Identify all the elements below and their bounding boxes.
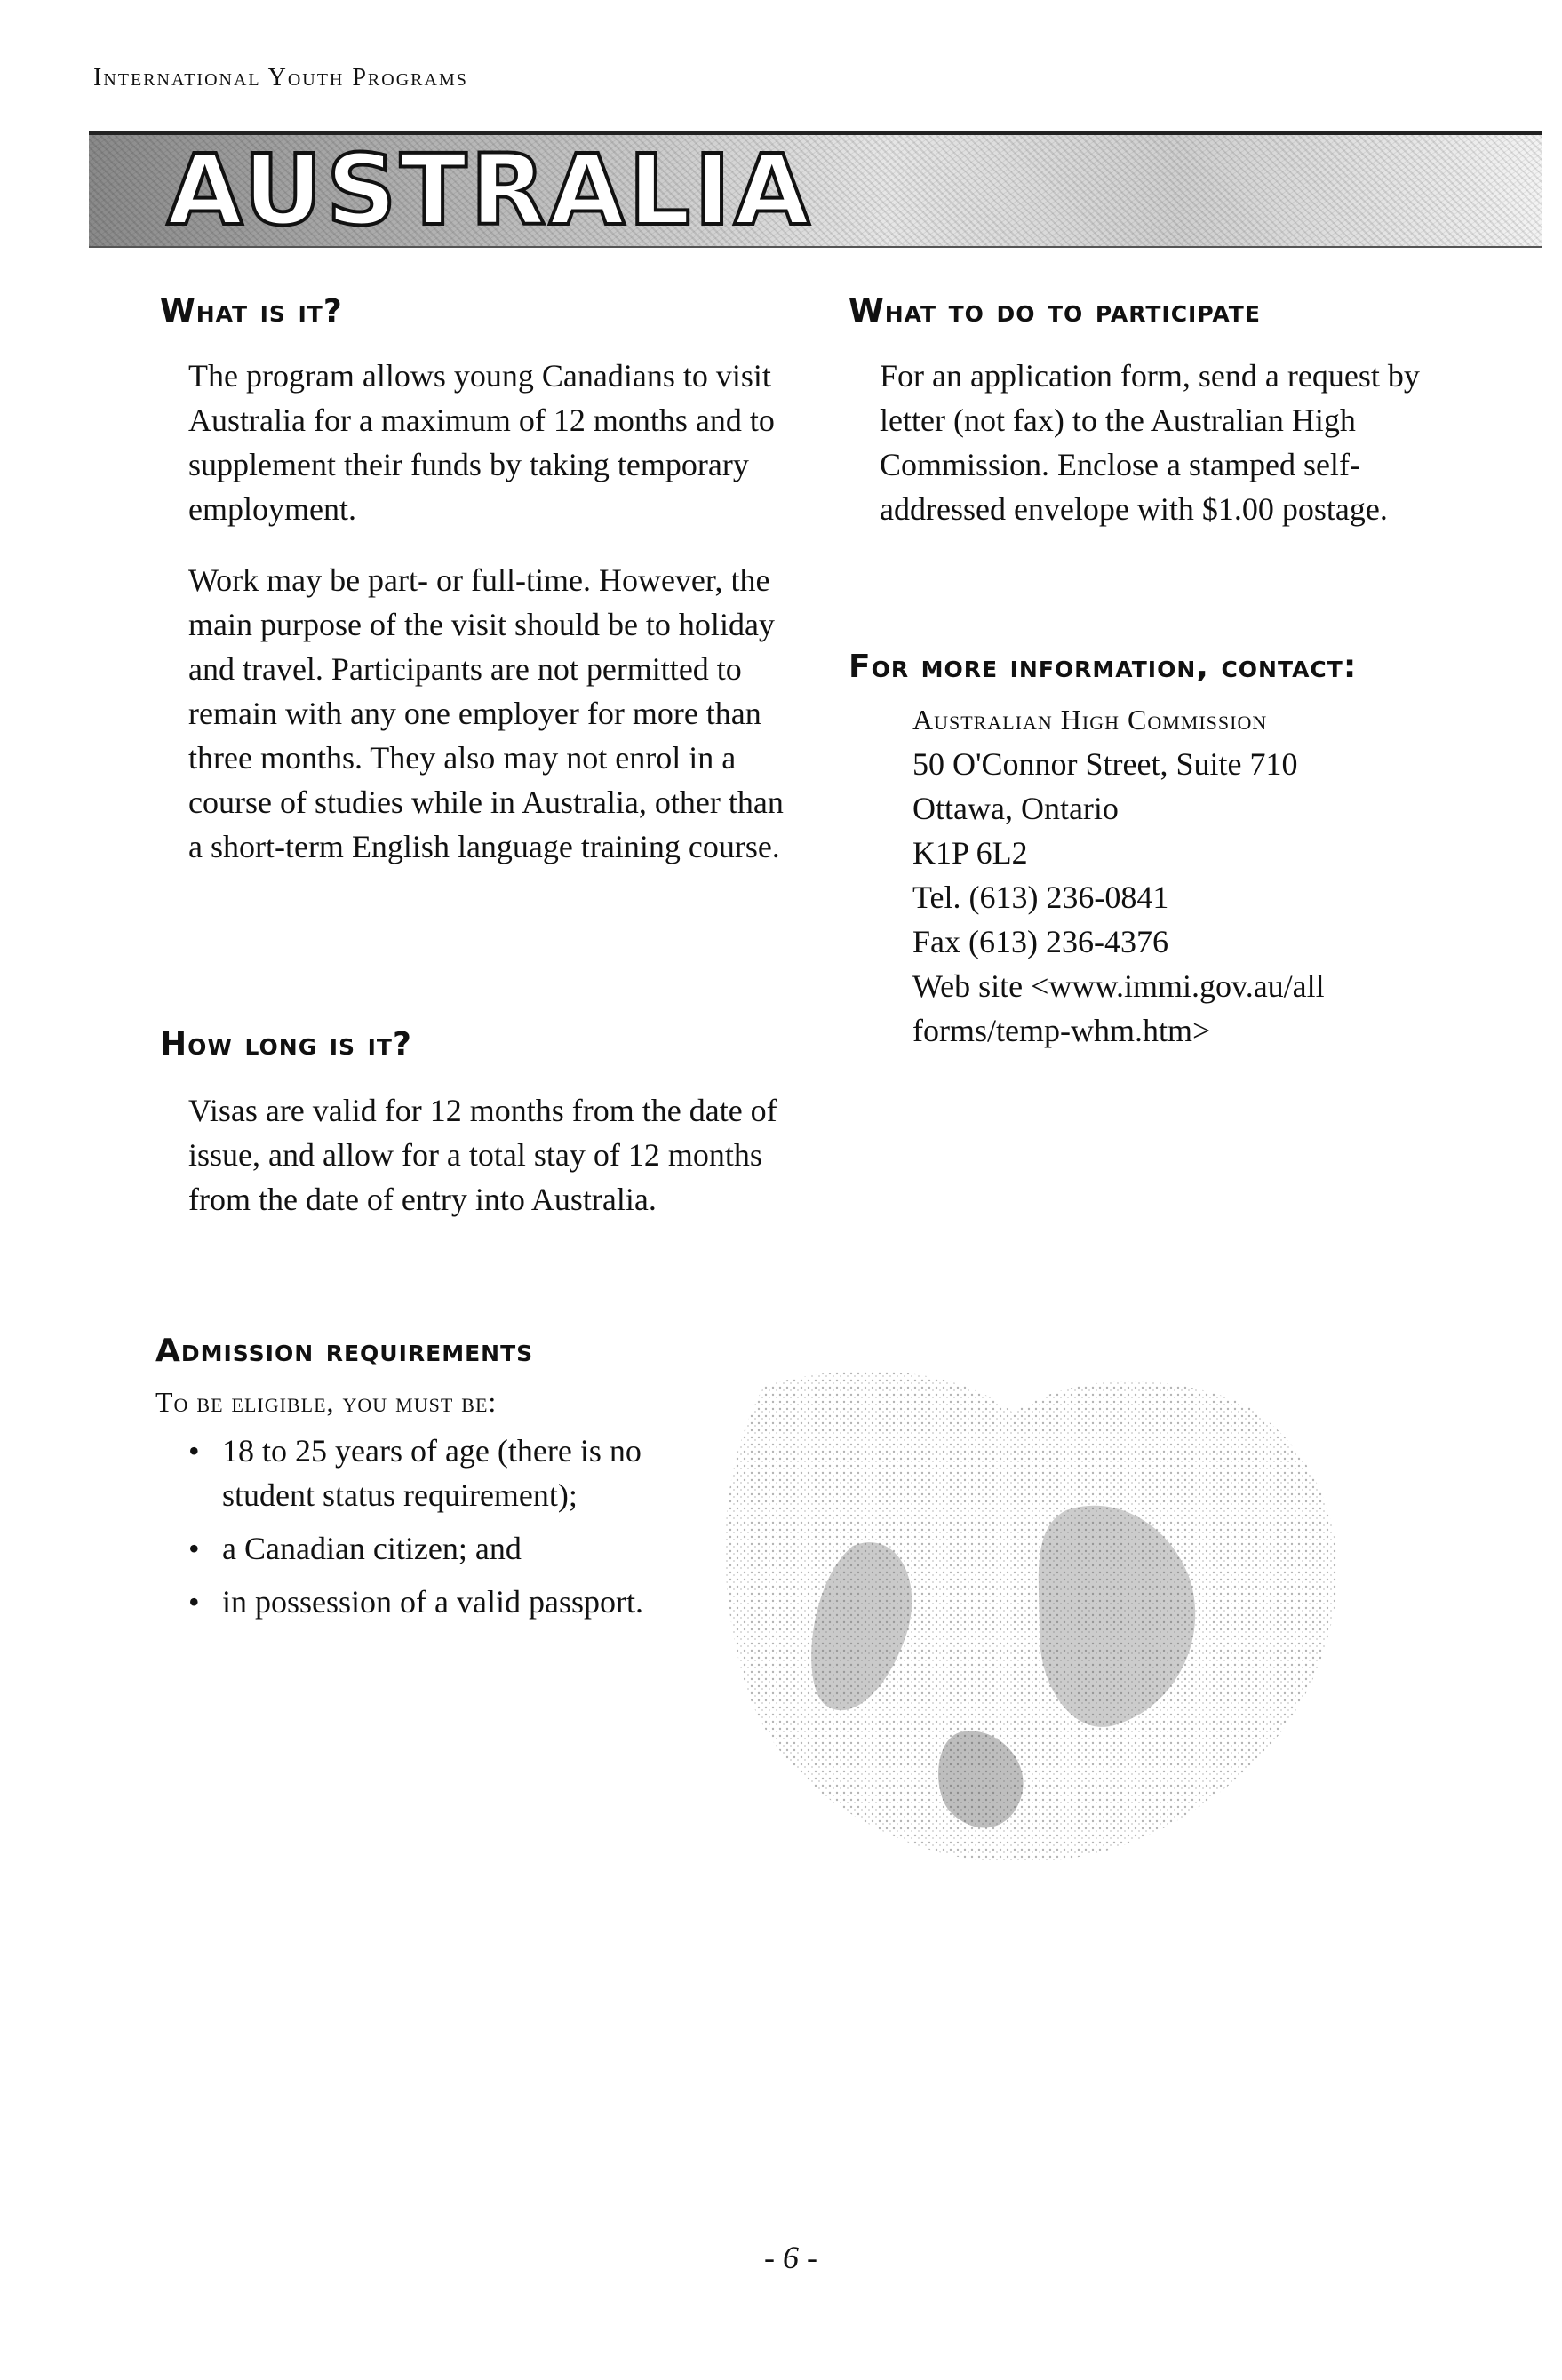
decorative-map-image bbox=[693, 1350, 1368, 1883]
requirement-item-passport: • in possession of a valid passport. bbox=[188, 1580, 721, 1624]
contact-organization: Australian High Commission bbox=[912, 704, 1268, 736]
contact-block bbox=[912, 697, 1325, 1053]
requirements-list bbox=[188, 1429, 721, 1633]
banner-title: AUSTRALIA bbox=[167, 133, 814, 247]
eligibility-label: To be eligible, you must be: bbox=[155, 1386, 498, 1418]
heading-what-to-do: What to do to participate bbox=[849, 293, 1261, 330]
heading-contact: For more information, contact: bbox=[849, 649, 1358, 685]
what-is-it-paragraph-2: Work may be part- or full-time. However, the main purpose of the visit should be to holiday and travel. Participants are not permitted to remain with any one employer for more than three months. They also may not enrol in a course of studies while in Australia, other than a short-term English language training course. bbox=[188, 562, 784, 864]
page-number: - 6 - bbox=[764, 2240, 817, 2275]
heading-what-is-it: What is it? bbox=[160, 293, 343, 330]
requirement-item-age: • 18 to 25 years of age (there is no student status requirement); bbox=[188, 1429, 721, 1517]
contact-address-line: 50 O'Connor Street, Suite 710 bbox=[912, 746, 1298, 782]
what-is-it-paragraph-1: The program allows young Canadians to visit Australia for a maximum of 12 months and to supplement their funds by taking temporary employment. bbox=[188, 358, 775, 527]
contact-city-line: Ottawa, Ontario bbox=[912, 791, 1119, 826]
participate-paragraph: For an application form, send a request by letter (not fax) to the Australian High Commission. Enclose a stamped self-addressed envelope with $1.00 postage. bbox=[880, 358, 1420, 527]
contact-telephone: Tel. (613) 236-0841 bbox=[912, 880, 1169, 915]
contact-website-line-1: Web site <www.immi.gov.au/all bbox=[912, 968, 1325, 1004]
heading-how-long: How long is it? bbox=[160, 1026, 412, 1063]
title-banner bbox=[89, 131, 1542, 248]
heading-admission-requirements: Admission requirements bbox=[155, 1333, 534, 1369]
contact-fax: Fax (613) 236-4376 bbox=[912, 924, 1168, 959]
requirement-item-citizen: • a Canadian citizen; and bbox=[188, 1526, 721, 1571]
contact-postal-code: K1P 6L2 bbox=[912, 835, 1028, 871]
contact-website-line-2: forms/temp-whm.htm> bbox=[912, 1013, 1211, 1048]
running-head: International Youth Programs bbox=[93, 64, 468, 92]
how-long-paragraph: Visas are valid for 12 months from the date of issue, and allow for a total stay of 12 months from the date of entry into Australia. bbox=[188, 1093, 777, 1217]
